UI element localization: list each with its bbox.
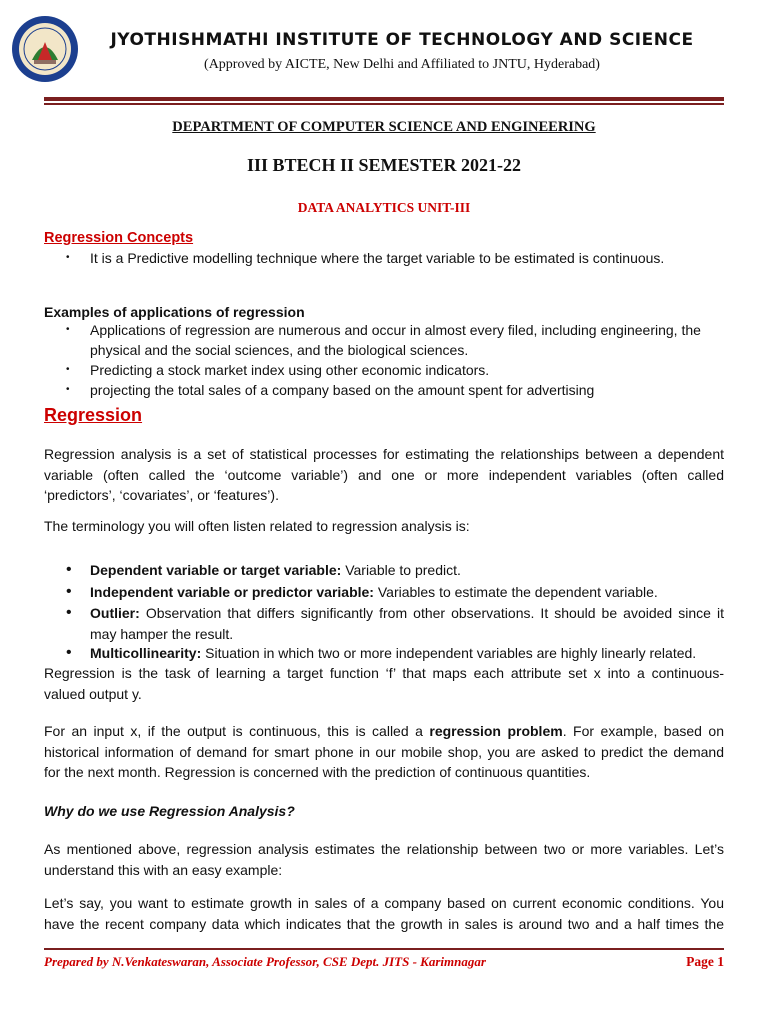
college-seal-icon: [10, 14, 80, 84]
bullet-icon: •: [66, 644, 72, 661]
institute-name: JYOTHISHMATHI INSTITUTE OF TECHNOLOGY AND SCIENCE: [110, 30, 694, 50]
semester-title: III BTECH II SEMESTER 2021-22: [246, 155, 522, 175]
approval-line: (Approved by AICTE, New Delhi and Affiliated to JNTU, Hyderabad): [204, 57, 600, 72]
bullet-icon: •: [66, 364, 70, 375]
bullet-icon: •: [66, 561, 72, 578]
footer-rule: [44, 948, 724, 950]
list-item: • Dependent variable or target variable: Variable to predict.: [66, 560, 724, 581]
list-item: • Applications of regression are numerous and occur in almost every filed, including engineering, the physical and the social sciences, and the biological sciences.: [66, 322, 701, 358]
regression-concepts-heading: Regression Concepts: [44, 230, 194, 246]
list-item: • Multicollinearity: Situation in which two or more independent variables are highly linearly related.: [66, 643, 724, 664]
prepared-by: Prepared by N.Venkateswaran, Associate Professor, CSE Dept. JITS - Karimnagar: [44, 954, 486, 969]
why-heading: Why do we use Regression Analysis?: [44, 803, 295, 819]
header-rule-thin: [44, 103, 724, 105]
list-item: • Outlier: Observation that differs significantly from other observations. It should be avoided since it may hamper the result.: [66, 604, 725, 642]
header-rule-thick: [44, 97, 724, 101]
bullet-icon: •: [66, 604, 72, 621]
regression-definition: Regression analysis is a set of statistical processes for estimating the relationships between a dependent variable (often called the ‘outcome variable’) and one or more independent variables (often called ‘predictors’, ‘covariates’, or ‘features’).: [44, 446, 724, 503]
why-paragraph: As mentioned above, regression analysis estimates the relationship between two or more variables. Let’s understand this with an easy example:: [44, 841, 724, 878]
regression-task: Regression is the task of learning a target function ‘f’ that maps each attribute set x into a continuous- valued output y.: [44, 665, 724, 702]
unit-title: DATA ANALYTICS UNIT-III: [297, 200, 471, 215]
list-item: • projecting the total sales of a company based on the amount spent for advertising: [66, 382, 595, 398]
bullet-icon: •: [66, 583, 72, 600]
department-title: DEPARTMENT OF COMPUTER SCIENCE AND ENGINEERING: [172, 119, 596, 135]
bullet-icon: •: [66, 324, 70, 335]
list-item: • It is a Predictive modelling technique where the target variable to be estimated is continuous.: [66, 250, 665, 266]
terminology-intro: The terminology you will often listen related to regression analysis is:: [44, 518, 470, 534]
examples-heading: Examples of applications of regression: [44, 304, 305, 320]
list-item: • Predicting a stock market index using other economic indicators.: [66, 362, 490, 378]
example-paragraph: Let’s say, you want to estimate growth in sales of a company based on current economic conditions. You have the recent company data which indicates that the growth in sales is around two and a half times the: [44, 895, 724, 932]
list-item: • Independent variable or predictor variable: Variables to estimate the dependent variable.: [66, 582, 724, 603]
bullet-icon: •: [66, 384, 70, 395]
page-number: Page 1: [686, 954, 724, 969]
bullet-icon: •: [66, 252, 70, 263]
regression-example: For an input x, if the output is continuous, this is called a regression problem. For example, based on historical information of demand for smart phone in our mobile shop, you are asked to predict the demand for the next month. Regression is concerned with the prediction of continuous quantities.: [44, 723, 725, 780]
regression-heading: Regression: [44, 405, 143, 425]
